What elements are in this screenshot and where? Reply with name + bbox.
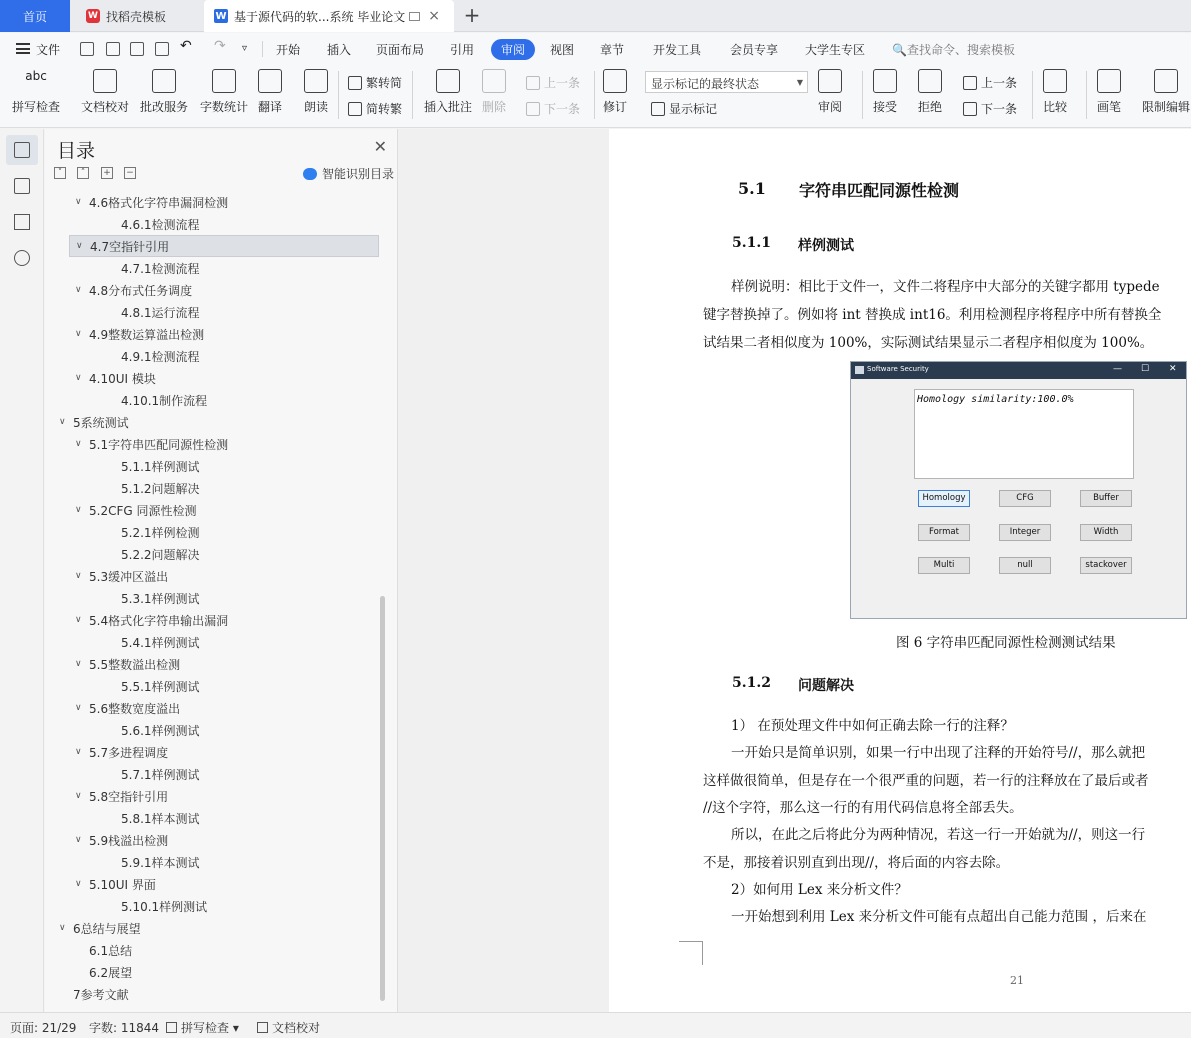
writer-doc-icon: W	[215, 10, 227, 22]
toc-item-label: 5.9.1样本测试	[121, 855, 200, 870]
review-pane-icon	[818, 69, 842, 93]
toc-item[interactable]	[45, 895, 375, 917]
abc-check-icon: abc	[25, 69, 47, 83]
toc-item-label: 5.7多进程调度	[89, 745, 169, 760]
toc-item-label: 7参考文献	[73, 987, 129, 1002]
collapse-down-icon[interactable]: ˅	[54, 167, 66, 179]
chevron-down-icon[interactable]: ∨	[75, 439, 82, 449]
chevron-down-icon[interactable]: ∨	[75, 791, 82, 801]
hamburger-icon[interactable]	[16, 43, 30, 54]
tab-home-label: 首页	[22, 9, 47, 24]
toc-item-label: 4.10.1制作流程	[121, 393, 208, 408]
toc-item-label: 5.6整数宽度溢出	[89, 701, 181, 716]
toc-item-label: 4.6.1检测流程	[121, 217, 200, 232]
subheading-number: 5.1.2	[732, 675, 771, 691]
figure-caption: 图 6 字符串匹配同源性检测测试结果	[896, 635, 1116, 651]
ribbon-divider	[1032, 71, 1033, 119]
toc-item-label: 5.7.1样例测试	[121, 767, 200, 782]
file-menu[interactable]: 文件	[36, 43, 61, 57]
chevron-down-icon[interactable]: ∨	[75, 835, 82, 845]
toc-item-label: 5.8.1样本测试	[121, 811, 200, 826]
toc-item-label: 5.2.1样例检测	[121, 525, 200, 540]
smart-toc-label: 智能识别目录	[322, 167, 395, 181]
status-bar	[0, 1012, 1191, 1038]
chevron-down-icon[interactable]: ∨	[75, 285, 82, 295]
spell-check-label: 拼写检查	[12, 100, 61, 114]
chevron-down-icon[interactable]: ∨	[75, 505, 82, 515]
pen-label: 画笔	[1097, 100, 1122, 114]
print-preview-icon[interactable]	[155, 42, 169, 56]
search-icon: 🔍	[892, 43, 907, 57]
translate-icon	[258, 69, 282, 93]
chevron-down-icon[interactable]: ∨	[75, 615, 82, 625]
prev-change-icon	[963, 76, 977, 90]
tab-template[interactable]	[74, 0, 202, 32]
paragraph-line: 一开始只是简单识别，如果一行中出现了注释的开始符号//，那么就把	[731, 745, 1146, 761]
command-search-label: 查找命令、搜索模板	[906, 43, 1015, 57]
toc-item-label: 4.7空指针引用	[90, 239, 170, 254]
toc-item[interactable]	[69, 235, 379, 257]
next-change-icon	[963, 102, 977, 116]
next-comment-button[interactable]	[526, 100, 580, 117]
menu-developer[interactable]: 开发工具	[653, 43, 702, 57]
next-comment-icon	[526, 102, 540, 116]
chevron-down-icon[interactable]: ∨	[75, 747, 82, 757]
toc-item[interactable]	[45, 345, 375, 367]
toc-item-label: 5.4.1样例测试	[121, 635, 200, 650]
accept-label: 接受	[873, 100, 898, 114]
simp-to-trad-label: 简转繁	[366, 102, 403, 116]
accept-button[interactable]	[873, 69, 897, 115]
doc-proof-status[interactable]	[257, 1019, 320, 1036]
close-tab-icon[interactable]: ×	[428, 8, 440, 24]
paragraph-line: 不是，那接着识别直到出现//，将后面的内容去除。	[703, 855, 1010, 871]
toc-item-label: 4.10UI 模块	[89, 371, 156, 386]
toc-item[interactable]	[45, 279, 375, 301]
toc-item-label: 4.9.1检测流程	[121, 349, 200, 364]
screenshot-figure	[850, 361, 1187, 619]
toc-item[interactable]	[45, 411, 375, 433]
toc-item-label: 5.6.1样例测试	[121, 723, 200, 738]
figure-button: Format	[918, 524, 970, 541]
tab-template-label: 找稻壳模板	[106, 9, 167, 24]
figure-button: Homology	[918, 490, 970, 507]
toc-item[interactable]	[45, 543, 375, 565]
export-pdf-icon[interactable]	[106, 42, 120, 56]
chevron-down-icon[interactable]: ∨	[75, 197, 82, 207]
collapse-all-icon[interactable]: −	[124, 167, 136, 179]
command-search[interactable]	[892, 41, 1015, 58]
close-icon[interactable]: ✕	[373, 137, 387, 156]
pen-button[interactable]	[1097, 69, 1121, 115]
review-ribbon	[0, 65, 1191, 128]
toc-item[interactable]	[45, 675, 375, 697]
menu-references[interactable]: 引用	[450, 43, 475, 57]
prev-comment-icon	[526, 76, 540, 90]
toc-item[interactable]	[45, 697, 375, 719]
toc-item[interactable]	[45, 565, 375, 587]
toc-item-label: 6.1总结	[89, 943, 133, 958]
prev-comment-label: 上一条	[544, 76, 581, 90]
next-comment-label: 下一条	[544, 102, 581, 116]
spell-check-status-label: 拼写检查	[181, 1021, 230, 1035]
chevron-down-icon[interactable]: ∨	[76, 241, 83, 251]
expand-all-icon[interactable]: +	[101, 167, 113, 179]
translate-label: 翻译	[258, 100, 283, 114]
heading-number: 5.1	[738, 179, 766, 198]
menu-page-layout[interactable]: 页面布局	[376, 43, 425, 57]
paragraph-line: 所以，在此之后将此分为两种情况，若这一行一开始就为//，则这一行	[731, 827, 1146, 843]
ribbon-divider	[1086, 71, 1087, 119]
toc-item-label: 5.2.2问题解决	[121, 547, 200, 562]
toc-item-label: 5.10.1样例测试	[121, 899, 208, 914]
toc-item-label: 4.9整数运算溢出检测	[89, 327, 205, 342]
ribbon-divider	[412, 71, 413, 119]
toc-item-label: 4.8.1运行流程	[121, 305, 200, 320]
print-icon[interactable]	[130, 42, 144, 56]
doc-proof-button[interactable]	[81, 69, 129, 115]
toc-item[interactable]	[45, 389, 375, 411]
menu-insert[interactable]: 插入	[327, 43, 352, 57]
toc-item[interactable]	[45, 257, 375, 279]
collapse-up-icon[interactable]: ˄	[77, 167, 89, 179]
review-service-icon	[152, 69, 176, 93]
menu-view[interactable]: 视图	[550, 43, 575, 57]
prev-comment-button[interactable]	[526, 74, 580, 91]
compare-button[interactable]	[1043, 69, 1067, 115]
toc-item[interactable]	[45, 873, 375, 895]
toc-item-label: 4.7.1检测流程	[121, 261, 200, 276]
subheading-number: 5.1.1	[732, 235, 771, 251]
paragraph-line: 2）如何用 Lex 来分析文件？	[731, 882, 908, 898]
toc-item[interactable]	[45, 807, 375, 829]
menu-review[interactable]: 审阅	[491, 39, 535, 60]
toc-item[interactable]	[45, 983, 375, 1005]
compare-icon	[1043, 69, 1067, 93]
toc-item[interactable]	[45, 939, 375, 961]
figure-output-box: Homology similarity:100.0%	[914, 389, 1134, 479]
next-change-button[interactable]	[963, 100, 1017, 117]
checkbox-icon	[166, 1022, 177, 1033]
compare-label: 比较	[1043, 100, 1068, 114]
markup-mode-select[interactable]	[645, 71, 808, 93]
paragraph-line: //这个字符，那么这一行的有用代码信息将全部丢失。	[703, 800, 1023, 816]
outline-icon[interactable]	[14, 142, 30, 158]
menu-student[interactable]: 大学生专区	[805, 43, 866, 57]
chevron-down-icon[interactable]: ∨	[59, 417, 66, 427]
track-changes-icon	[603, 69, 627, 93]
ribbon-divider	[862, 71, 863, 119]
tab-home[interactable]	[0, 0, 70, 32]
figure-button: Integer	[999, 524, 1051, 541]
toc-item[interactable]	[45, 213, 375, 235]
figure-button: stackover	[1080, 557, 1132, 574]
toc-item[interactable]	[45, 851, 375, 873]
show-markup-label: 显示标记	[669, 102, 718, 116]
next-change-label: 下一条	[981, 102, 1018, 116]
toc-item-label: 5.2CFG 同源性检测	[89, 503, 197, 518]
toc-item[interactable]	[45, 763, 375, 785]
insert-comment-button[interactable]	[424, 69, 472, 115]
paragraph-line: 这样做很简单，但是存在一个很严重的问题，若一行的注释放在了最后或者	[703, 773, 1149, 789]
track-changes-button[interactable]	[603, 69, 627, 115]
toc-panel	[45, 129, 398, 1012]
document-gutter	[398, 129, 609, 1012]
restrict-edit-label: 限制编辑	[1142, 100, 1191, 114]
save-icon[interactable]	[80, 42, 94, 56]
toc-item[interactable]	[45, 301, 375, 323]
page-number: 21	[1010, 974, 1024, 987]
paragraph-line: 一开始想到利用 Lex 来分析文件可能有点超出自己能力范围 ，后来在	[731, 909, 1147, 925]
toc-item-label: 5.4格式化字符串输出漏洞	[89, 613, 229, 628]
heading-title: 字符串匹配同源性检测	[799, 181, 960, 200]
reject-label: 拒绝	[918, 100, 943, 114]
reject-icon	[918, 69, 942, 93]
prev-change-label: 上一条	[981, 76, 1018, 90]
smart-toc-icon	[303, 168, 317, 180]
tab-bar	[0, 0, 1191, 32]
figure-window-titlebar	[851, 362, 1186, 379]
chevron-down-icon[interactable]: ∨	[75, 703, 82, 713]
lock-icon	[1154, 69, 1178, 93]
toc-item[interactable]	[45, 961, 375, 983]
toc-item[interactable]	[45, 587, 375, 609]
tab-document[interactable]	[204, 0, 454, 32]
smart-toc-button[interactable]	[303, 165, 394, 182]
subheading-title: 样例测试	[798, 238, 854, 254]
chevron-down-icon[interactable]: ∨	[75, 571, 82, 581]
toc-item-label: 5.5.1样例测试	[121, 679, 200, 694]
undo-icon[interactable]: ↶	[180, 38, 192, 54]
menu-section[interactable]: 章节	[600, 43, 625, 57]
delete-comment-label: 删除	[482, 100, 507, 114]
review-service-label: 批改服务	[140, 100, 189, 114]
chevron-down-icon: ▼	[796, 78, 803, 87]
toc-item-label: 5.1字符串匹配同源性检测	[89, 437, 229, 452]
proof-icon	[257, 1022, 268, 1033]
toc-scrollbar[interactable]	[380, 596, 385, 1001]
toc-item-label: 6总结与展望	[73, 921, 141, 936]
toc-item-label: 5.1.2问题解决	[121, 481, 200, 496]
insert-comment-icon	[436, 69, 460, 93]
spell-check-button[interactable]	[12, 69, 60, 115]
delete-comment-icon	[482, 69, 506, 93]
maximize-icon: ☐	[1141, 364, 1150, 374]
toc-item[interactable]	[45, 609, 375, 631]
doc-proof-label: 文档校对	[81, 100, 130, 114]
left-rail	[0, 129, 44, 1012]
figure-window-title: Software Security	[867, 365, 929, 373]
toc-item[interactable]	[45, 785, 375, 807]
chevron-down-icon[interactable]: ∨	[59, 923, 66, 933]
toc-item[interactable]	[45, 829, 375, 851]
toc-item[interactable]	[45, 741, 375, 763]
menu-start[interactable]: 开始	[276, 43, 301, 57]
toc-item[interactable]	[45, 521, 375, 543]
ribbon-divider	[338, 71, 339, 119]
trad-simp-icon	[348, 76, 362, 90]
translate-button[interactable]	[258, 69, 282, 115]
show-markup-icon	[651, 102, 665, 116]
review-pane-label: 审阅	[818, 100, 843, 114]
insert-comment-label: 插入批注	[424, 100, 473, 114]
menu-bar	[0, 33, 1191, 65]
toc-item[interactable]	[45, 631, 375, 653]
toc-item-label: 5.1.1样例测试	[121, 459, 200, 474]
minimize-icon: —	[1113, 364, 1122, 374]
page-indicator[interactable]: 页面: 21/29	[10, 1021, 77, 1035]
chevron-down-icon[interactable]: ∨	[75, 879, 82, 889]
review-service-button[interactable]	[140, 69, 188, 115]
toc-item-label: 5.8空指针引用	[89, 789, 169, 804]
toc-title: 目录	[57, 140, 96, 162]
simp-to-trad-button[interactable]	[348, 100, 402, 117]
menu-divider	[262, 41, 263, 57]
word-count-indicator[interactable]: 字数: 11844	[89, 1021, 160, 1035]
reject-button[interactable]	[918, 69, 942, 115]
prev-change-button[interactable]	[963, 74, 1017, 91]
chevron-down-icon[interactable]: ∨	[75, 329, 82, 339]
toc-item-label: 5.10UI 界面	[89, 877, 156, 892]
spell-check-status[interactable]: 拼写检查 ▾	[166, 1019, 239, 1036]
markup-mode-value: 显示标记的最终状态	[651, 77, 760, 91]
chapter-nav-icon[interactable]	[14, 178, 30, 194]
page-margin-mark	[679, 941, 703, 965]
toc-item[interactable]	[45, 653, 375, 675]
close-icon: ✕	[1169, 364, 1177, 374]
toc-item[interactable]	[45, 433, 375, 455]
bookmark-icon[interactable]	[14, 214, 30, 230]
doc-proof-status-label: 文档校对	[272, 1021, 321, 1035]
paragraph-line: 键字替换掉了。例如将 int 替换成 int16。利用检测程序将程序中所有替换全	[703, 307, 1162, 323]
pen-icon	[1097, 69, 1121, 93]
figure-button: CFG	[999, 490, 1051, 507]
toc-item-label: 5.3.1样例测试	[121, 591, 200, 606]
paragraph-line: 样例说明：相比于文件一，文件二将程序中大部分的关键字都用 typede	[731, 279, 1160, 295]
figure-button: Multi	[918, 557, 970, 574]
paragraph-line: 试结果二者相似度为 100%，实际测试结果显示二者程序相似度为 100%。	[703, 335, 1154, 351]
trad-to-simp-button[interactable]	[348, 74, 402, 91]
paragraph-line: 1） 在预处理文件中如何正确去除一行的注释？	[731, 718, 1014, 734]
toc-item-label: 5.9栈溢出检测	[89, 833, 169, 848]
redo-icon[interactable]: ↷	[214, 38, 226, 54]
toc-item[interactable]	[45, 455, 375, 477]
toc-item[interactable]	[45, 191, 375, 213]
toc-item-label: 5系统测试	[73, 415, 129, 430]
word-count-button[interactable]	[200, 69, 248, 115]
search-icon[interactable]	[14, 250, 30, 266]
show-markup-button[interactable]	[651, 100, 717, 117]
app-icon	[855, 366, 864, 374]
toc-item[interactable]	[45, 917, 375, 939]
monitor-icon[interactable]	[409, 12, 420, 21]
toc-item-label: 6.2展望	[89, 965, 133, 980]
read-aloud-icon	[304, 69, 328, 93]
track-changes-label: 修订	[603, 100, 628, 114]
toc-item[interactable]	[45, 323, 375, 345]
trad-to-simp-label: 繁转简	[366, 76, 403, 90]
toc-item[interactable]	[45, 367, 375, 389]
word-count-icon	[212, 69, 236, 93]
toc-item-label: 4.6格式化字符串漏洞检测	[89, 195, 229, 210]
simp-trad-icon	[348, 102, 362, 116]
restrict-edit-button[interactable]	[1142, 69, 1190, 115]
toc-item[interactable]	[45, 719, 375, 741]
ribbon-divider	[594, 71, 595, 119]
toc-item[interactable]	[45, 499, 375, 521]
customize-chevron-icon[interactable]: ▿	[242, 43, 248, 54]
delete-comment-button[interactable]	[482, 69, 506, 115]
doc-proof-icon	[93, 69, 117, 93]
toc-item-label: 5.5整数溢出检测	[89, 657, 181, 672]
read-aloud-label: 朗读	[304, 100, 329, 114]
chevron-down-icon[interactable]: ∨	[75, 373, 82, 383]
toc-item[interactable]	[45, 477, 375, 499]
review-pane-button[interactable]	[818, 69, 842, 115]
toc-item-label: 4.8分布式任务调度	[89, 283, 193, 298]
chevron-down-icon[interactable]: ∨	[75, 659, 82, 669]
figure-button: Buffer	[1080, 490, 1132, 507]
read-aloud-button[interactable]	[304, 69, 328, 115]
toc-item-label: 5.3缓冲区溢出	[89, 569, 169, 584]
menu-member[interactable]: 会员专享	[730, 43, 779, 57]
new-tab-button[interactable]: +	[463, 3, 481, 27]
subheading-title: 问题解决	[798, 678, 854, 694]
document-page[interactable]	[609, 129, 1191, 1012]
docer-icon: W	[86, 9, 100, 23]
word-count-label: 字数统计	[200, 100, 249, 114]
accept-icon	[873, 69, 897, 93]
figure-button: Width	[1080, 524, 1132, 541]
tab-document-label: 基于源代码的软...系统 毕业论文	[234, 9, 406, 24]
figure-button: null	[999, 557, 1051, 574]
